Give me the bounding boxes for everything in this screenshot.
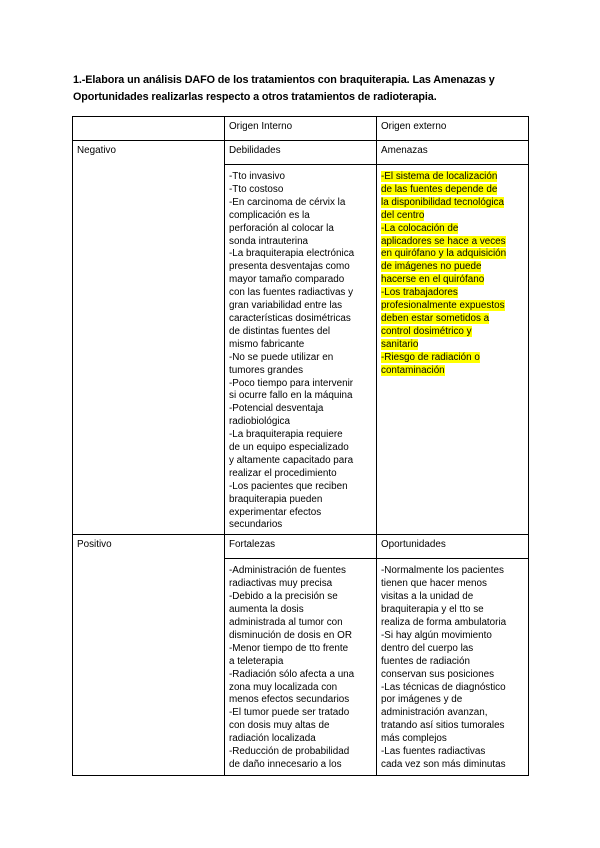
- strength-line: de daño innecesario a los: [229, 758, 342, 770]
- opportunity-line: fuentes de radiación: [381, 655, 470, 667]
- opportunity-line: -Normalmente los pacientes: [381, 565, 504, 577]
- weakness-line: de distintas fuentes del: [229, 325, 331, 337]
- weaknesses-list: [229, 171, 372, 532]
- strength-line: administrada al tumor con: [229, 617, 343, 628]
- strength-line: -Radiación sólo afecta a una: [229, 668, 355, 680]
- strength-line: -Debido a la precisión se: [229, 591, 338, 603]
- weakness-line: -No se puede utilizar en: [229, 351, 334, 363]
- weakness-line: perforación al colocar la: [229, 222, 334, 234]
- weakness-line: radiobiológica: [229, 416, 290, 428]
- weakness-line: características dosimétricas: [229, 312, 351, 324]
- opportunity-line: por imágenes y de: [381, 694, 463, 706]
- strength-line: -Administración de fuentes: [229, 565, 346, 577]
- heading-line-1: 1.-Elabora un análisis DAFO de los tratamientos con braquiterapia. Las Amenazas y: [73, 74, 495, 86]
- threat-line: -Riesgo de radiación o: [381, 351, 480, 363]
- weaknesses-title: Debilidades: [225, 141, 377, 165]
- opportunity-line: visitas a la unidad de: [381, 591, 474, 603]
- weakness-line: braquiterapia pueden: [229, 493, 323, 505]
- dafo-table: [72, 116, 529, 776]
- weakness-line: mismo fabricante: [229, 338, 305, 350]
- opportunities-cell: [377, 559, 529, 776]
- weakness-line: presenta desventajas como: [229, 261, 350, 273]
- threats-cell: [377, 165, 529, 535]
- opportunity-line: dentro del cuerpo las: [381, 642, 474, 654]
- strength-line: disminución de dosis en OR: [229, 629, 352, 641]
- weakness-line: con las fuentes radiactivas y: [229, 287, 354, 299]
- strength-line: zona muy localizada con: [229, 681, 338, 693]
- threats-list: [381, 171, 524, 378]
- strength-line: -Reducción de probabilidad: [229, 746, 350, 758]
- weakness-line: -Tto invasivo: [229, 171, 285, 182]
- weakness-line: -Poco tiempo para intervenir: [229, 377, 354, 389]
- positive-title-row: [73, 535, 529, 559]
- threat-line: control dosimétrico y: [381, 325, 472, 337]
- threat-line: sanitario: [381, 338, 419, 350]
- heading-line-2: Oportunidades realizarlas respecto a otros tratamientos de radioterapia.: [73, 91, 437, 103]
- weakness-line: complicación es la: [229, 209, 310, 221]
- weakness-line: -En carcinoma de cérvix la: [229, 196, 346, 208]
- weakness-line: y altamente capacitado para: [229, 454, 354, 466]
- weakness-line: tumores grandes: [229, 364, 304, 376]
- weakness-line: de un equipo especializado: [229, 442, 349, 454]
- threat-line: deben estar sometidos a: [381, 312, 490, 324]
- opportunity-line: tienen que hacer menos: [381, 578, 487, 590]
- strengths-cell: [225, 559, 377, 776]
- strength-line: -El tumor puede ser tratado: [229, 707, 350, 719]
- weakness-line: sonda intrauterina: [229, 235, 309, 247]
- weakness-line: -Potencial desventaja: [229, 403, 324, 415]
- weaknesses-cell: [225, 165, 377, 535]
- weakness-line: -La braquiterapia requiere: [229, 429, 343, 441]
- strength-line: aumenta la dosis: [229, 604, 304, 616]
- threat-line: la disponibilidad tecnológica: [381, 196, 504, 208]
- opportunity-line: conservan sus posiciones: [381, 668, 495, 680]
- threats-title: Amenazas: [377, 141, 529, 165]
- threat-line: de imágenes no puede: [381, 261, 482, 273]
- opportunity-line: -Las técnicas de diagnóstico: [381, 681, 506, 693]
- opportunities-list: [381, 565, 524, 772]
- threat-line: aplicadores se hace a veces: [381, 235, 506, 247]
- weakness-line: gran variabilidad entre las: [229, 300, 343, 312]
- threat-line: -El sistema de localización: [381, 171, 498, 182]
- negative-title-row: [73, 141, 529, 165]
- threat-line: contaminación: [381, 364, 445, 376]
- positive-label: Positivo: [73, 535, 225, 776]
- opportunity-line: braquiterapia y el tto se: [381, 604, 484, 616]
- strengths-list: [229, 565, 372, 772]
- opportunity-line: más complejos: [381, 733, 447, 745]
- weakness-line: si ocurre fallo en la máquina: [229, 390, 353, 402]
- header-internal-origin: Origen Interno: [225, 117, 377, 141]
- opportunity-line: administración avanzan,: [381, 707, 488, 719]
- opportunity-line: -Las fuentes radiactivas: [381, 746, 486, 758]
- threat-line: del centro: [381, 209, 425, 221]
- strength-line: radiación localizada: [229, 733, 316, 745]
- weakness-line: realizar el procedimiento: [229, 467, 337, 479]
- weakness-line: -Los pacientes que reciben: [229, 480, 348, 492]
- strength-line: con dosis muy altas de: [229, 720, 330, 732]
- strength-line: -Menor tiempo de tto frente: [229, 642, 349, 654]
- strength-line: menos efectos secundarios: [229, 694, 350, 706]
- weakness-line: -La braquiterapia electrónica: [229, 248, 355, 260]
- opportunities-title: Oportunidades: [377, 535, 529, 559]
- threat-line: -La colocación de: [381, 222, 459, 234]
- weakness-line: mayor tamaño comparado: [229, 274, 345, 286]
- opportunity-line: realiza de forma ambulatoria: [381, 617, 507, 628]
- strength-line: a teleterapia: [229, 655, 284, 667]
- header-blank-cell: [73, 117, 225, 141]
- opportunity-line: cada vez son más diminutas: [381, 758, 506, 770]
- opportunity-line: tratando así sitios tumorales: [381, 720, 505, 732]
- threat-line: profesionalmente expuestos: [381, 300, 505, 312]
- weakness-line: secundarios: [229, 519, 283, 531]
- negative-label: Negativo: [73, 141, 225, 535]
- threat-line: -Los trabajadores: [381, 287, 458, 299]
- header-row: [73, 117, 529, 141]
- threat-line: en quirófano y la adquisición: [381, 248, 507, 260]
- opportunity-line: -Si hay algún movimiento: [381, 629, 492, 641]
- weakness-line: experimentar efectos: [229, 506, 322, 518]
- threat-line: hacerse en el quirófano: [381, 274, 485, 286]
- threat-line: de las fuentes depende de: [381, 183, 498, 195]
- weakness-line: -Tto costoso: [229, 183, 284, 195]
- header-external-origin: Origen externo: [377, 117, 529, 141]
- strengths-title: Fortalezas: [225, 535, 377, 559]
- strength-line: radiactivas muy precisa: [229, 578, 333, 590]
- exercise-heading: [73, 72, 543, 106]
